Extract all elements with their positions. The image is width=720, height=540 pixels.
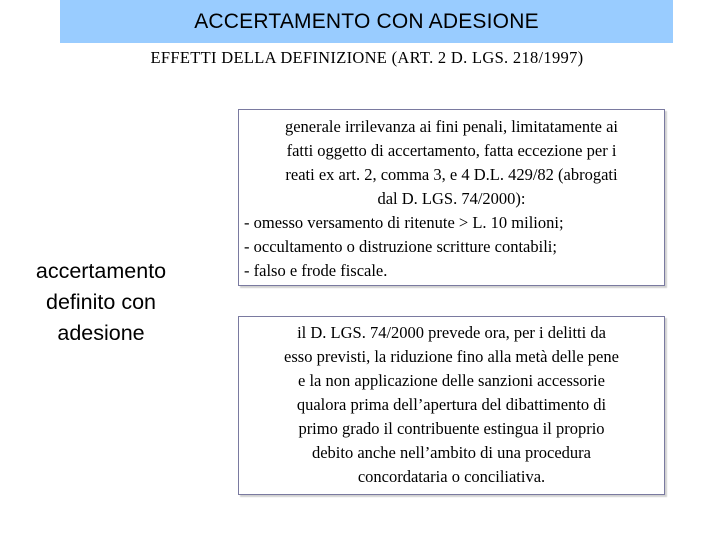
text-line: concordataria o conciliativa.	[357, 467, 546, 486]
slide-subtitle: EFFETTI DELLA DEFINIZIONE (ART. 2 D. LGS. 218/1997)	[150, 48, 584, 67]
list-item: - omesso versamento di ritenute > L. 10 milioni;	[244, 213, 564, 232]
left-label-line: accertamento	[35, 259, 167, 283]
text-line: qualora prima dell’apertura del dibattimento di	[296, 395, 607, 414]
text-line: dal D. LGS. 74/2000):	[377, 189, 526, 208]
text-line: primo grado il contribuente estingua il proprio	[298, 419, 605, 438]
left-label-line: adesione	[57, 321, 145, 345]
left-label-line: definito con	[46, 290, 156, 314]
slide-title: ACCERTAMENTO CON ADESIONE	[194, 9, 539, 33]
list-item: - occultamento o distruzione scritture contabili;	[244, 237, 557, 256]
text-line: esso previsti, la riduzione fino alla metà delle pene	[284, 347, 619, 366]
text-line: fatti oggetto di accertamento, fatta eccezione per i	[286, 141, 617, 160]
text-line: e la non applicazione delle sanzioni accessorie	[298, 371, 605, 390]
text-line: generale irrilevanza ai fini penali, limitatamente ai	[284, 117, 619, 136]
left-label	[20, 256, 182, 349]
effects-text-box	[238, 109, 665, 286]
title-bar	[60, 0, 673, 43]
text-line: il D. LGS. 74/2000 prevede ora, per i delitti da	[297, 323, 606, 342]
text-line: debito anche nell’ambito di una procedura	[311, 443, 592, 462]
list-item: - falso e frode fiscale.	[244, 261, 388, 280]
text-line: reati ex art. 2, comma 3, e 4 D.L. 429/82 (abrogati	[285, 165, 618, 184]
dlgs-text-box	[238, 316, 665, 495]
